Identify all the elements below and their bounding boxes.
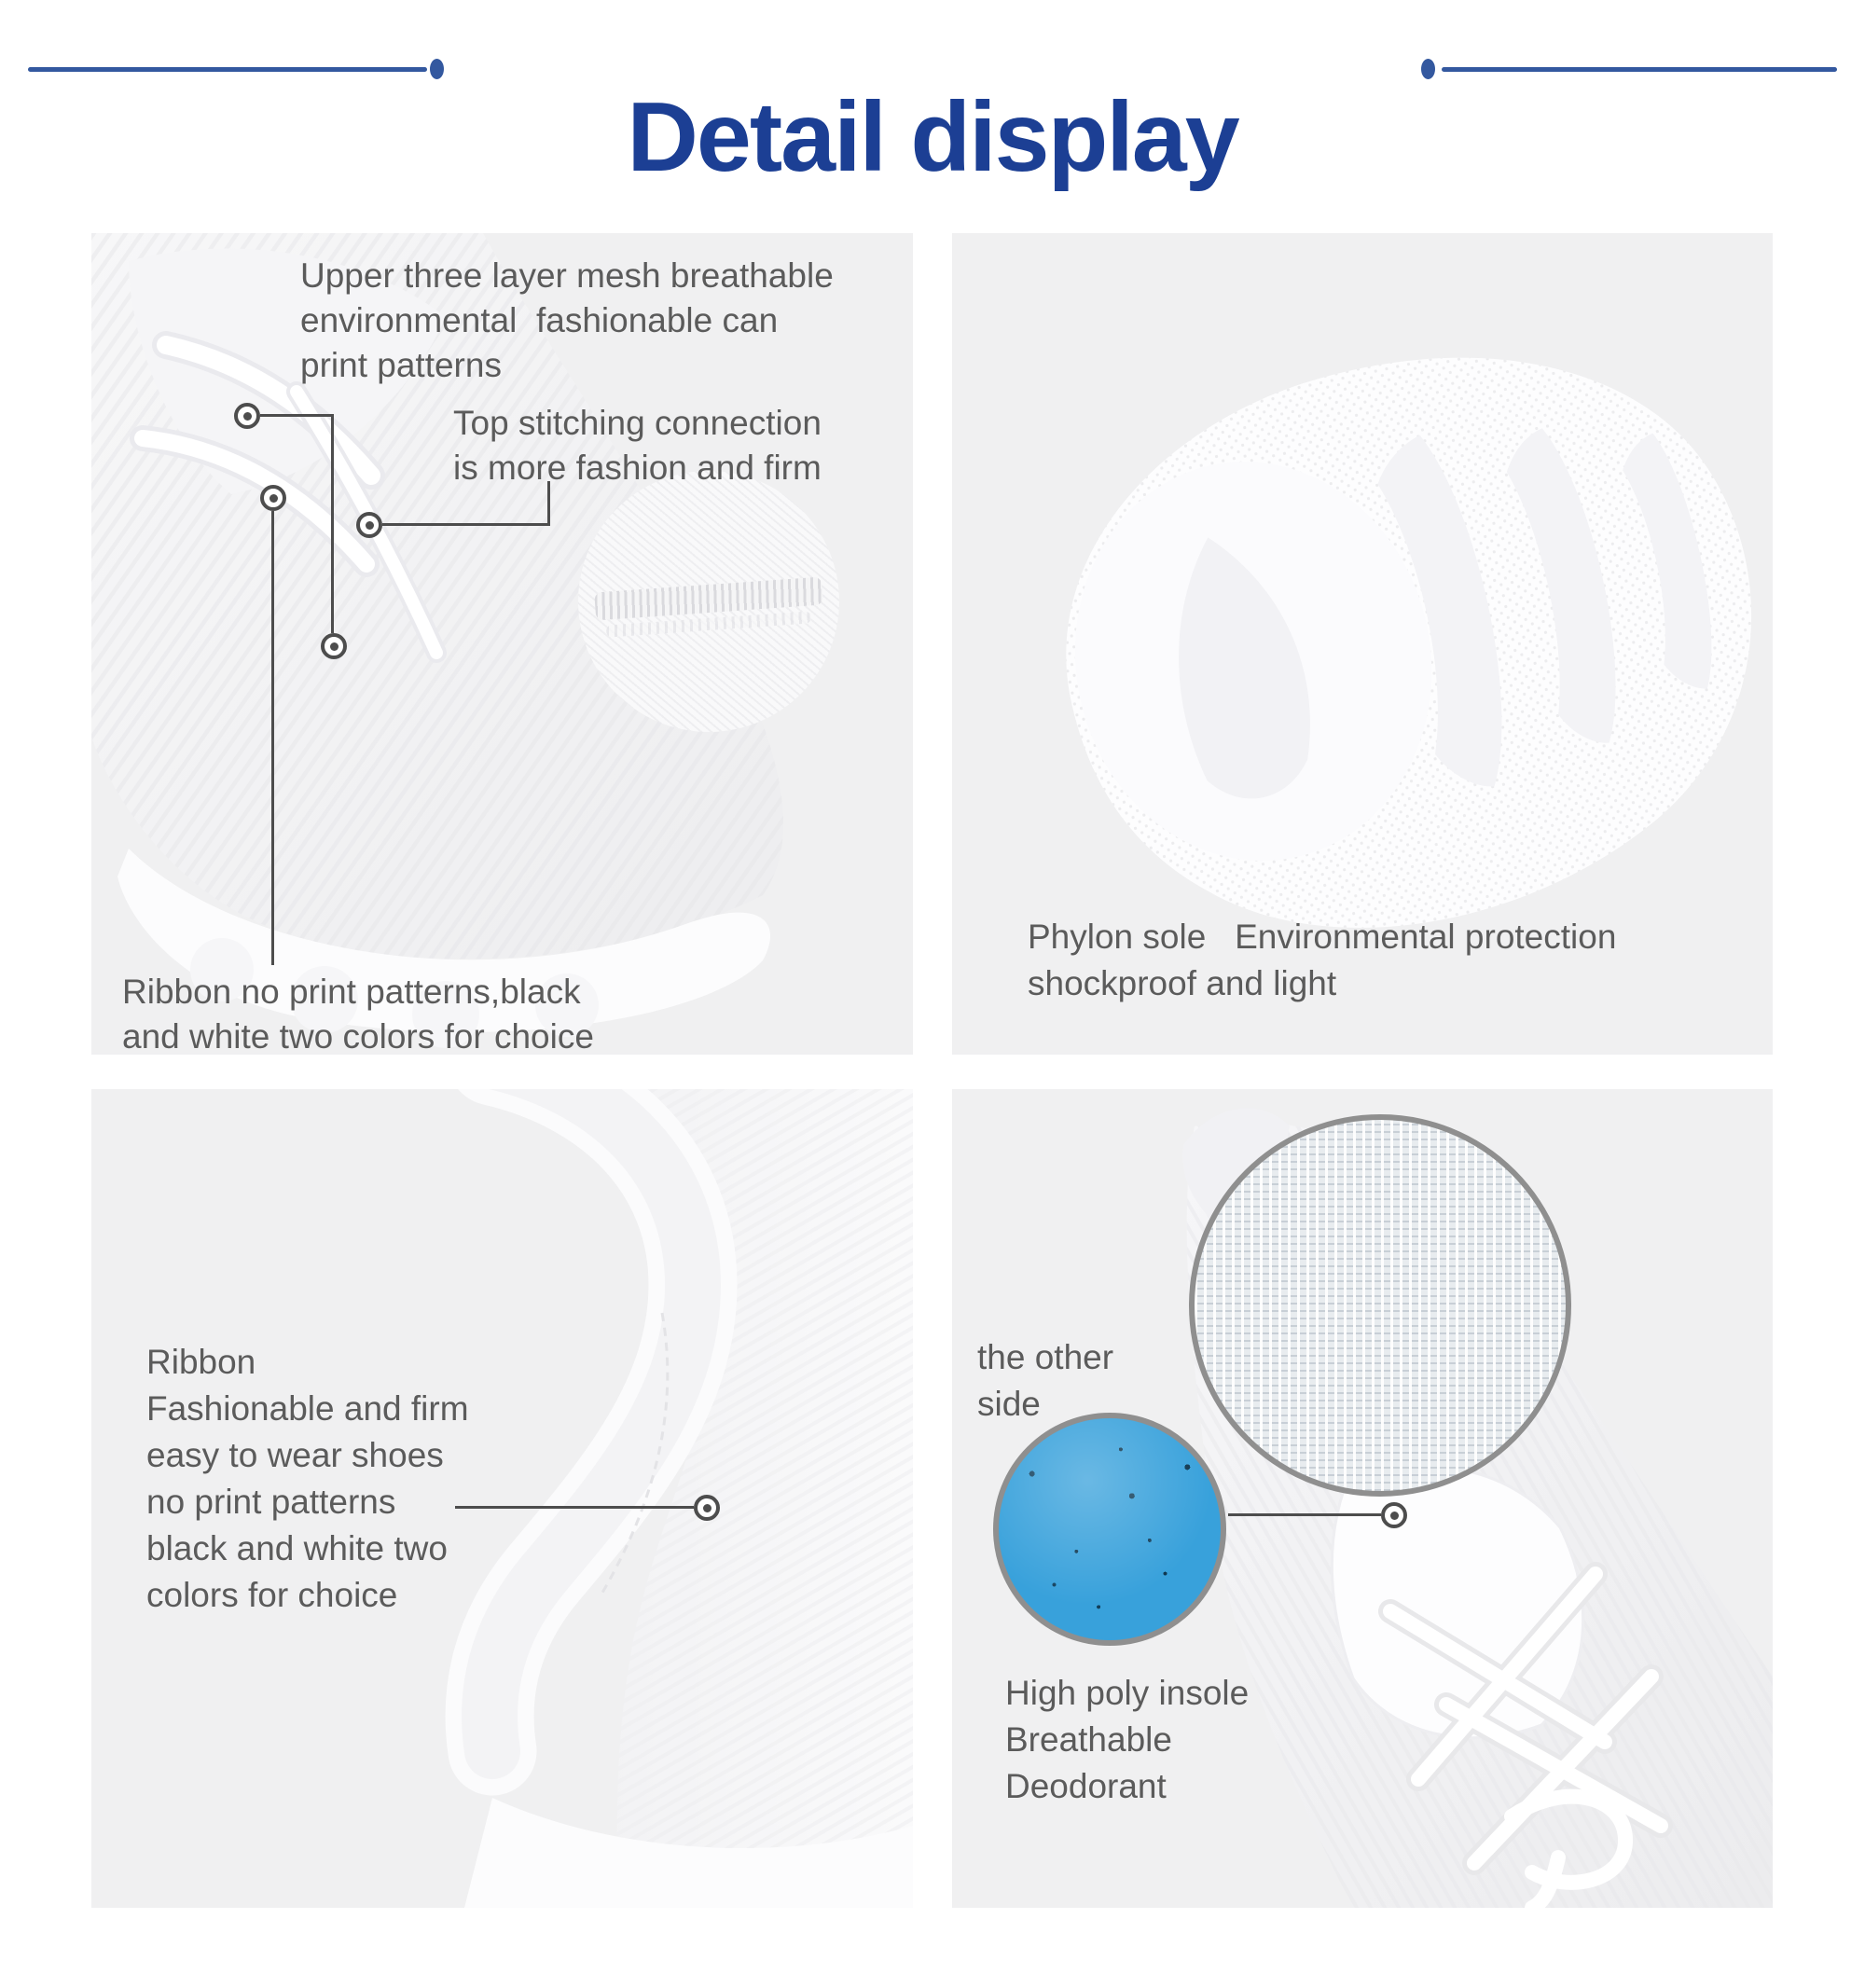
leader-line	[382, 523, 550, 526]
note-line: Deodorant	[1005, 1767, 1167, 1805]
panel-heel-ribbon-detail	[91, 1089, 913, 1908]
target-marker-icon	[321, 633, 347, 659]
target-marker-icon	[1381, 1502, 1407, 1528]
note-line: Upper three layer mesh breathable	[300, 256, 834, 295]
note-high-poly-insole	[1005, 1670, 1249, 1810]
target-marker-icon	[260, 485, 286, 511]
leader-line	[260, 414, 333, 417]
note-line: print patterns	[300, 346, 502, 384]
stitch-detail-inset-circle	[578, 471, 839, 732]
note-line: easy to wear shoes	[146, 1436, 444, 1474]
note-line: black and white two	[146, 1529, 448, 1567]
note-line: Top stitching connection	[453, 404, 822, 442]
note-line: is more fashion and firm	[453, 449, 822, 487]
note-line: no print patterns	[146, 1483, 396, 1521]
note-line: Ribbon no print patterns,black	[122, 973, 581, 1011]
note-other-side	[977, 1334, 1113, 1428]
note-line: and white two colors for choice	[122, 1017, 594, 1055]
note-heel-ribbon	[146, 1339, 469, 1619]
note-line: side	[977, 1385, 1041, 1423]
note-line: Fashionable and firm	[146, 1389, 469, 1428]
note-upper-mesh	[300, 254, 834, 388]
header-dot-right	[1421, 59, 1435, 79]
note-ribbon-colors	[122, 970, 594, 1055]
leader-line	[1228, 1513, 1381, 1516]
leader-line	[455, 1506, 694, 1509]
note-line: Phylon sole Environmental protection	[1028, 918, 1617, 956]
note-line: environmental fashionable can	[300, 301, 779, 339]
header-rule-right	[1442, 67, 1837, 72]
leader-line	[331, 414, 334, 633]
panel-insole-detail	[952, 1089, 1773, 1908]
note-line: colors for choice	[146, 1576, 398, 1614]
target-marker-icon	[694, 1495, 720, 1521]
note-line: Ribbon	[146, 1343, 256, 1381]
note-line: Breathable	[1005, 1720, 1172, 1759]
note-top-stitching	[453, 401, 822, 490]
note-phylon-sole	[1028, 914, 1616, 1007]
target-marker-icon	[356, 512, 382, 538]
panel-upper-detail	[91, 233, 913, 1055]
note-line: the other	[977, 1338, 1114, 1376]
note-line: High poly insole	[1005, 1674, 1250, 1712]
mesh-zoom-circle	[1189, 1114, 1571, 1497]
leader-line	[271, 511, 274, 965]
target-marker-icon	[234, 403, 260, 429]
page-title: Detail display	[627, 82, 1238, 193]
header-dot-left	[430, 59, 444, 79]
insole-foam-zoom-circle	[993, 1413, 1226, 1646]
header-rule-left	[28, 67, 427, 72]
note-line: shockproof and light	[1028, 964, 1337, 1002]
panel-sole-detail	[952, 233, 1773, 1055]
